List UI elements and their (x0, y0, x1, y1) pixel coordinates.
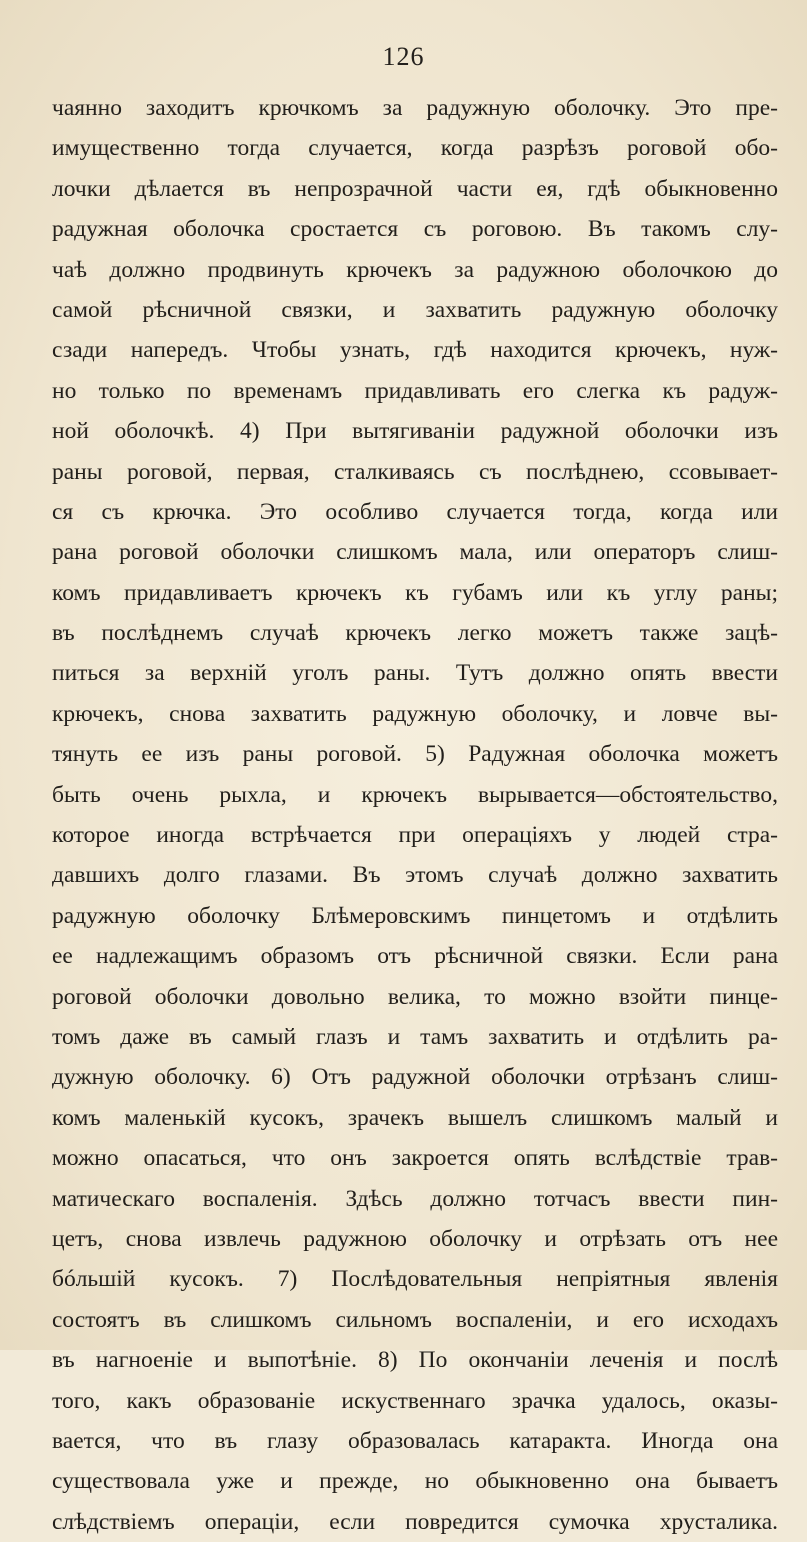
text-line: цетъ, снова извлечь радужною оболочку и отрѣзать отъ нее (52, 1225, 778, 1252)
text-line: крючекъ, снова захватить радужную оболочку, и ловче вы- (52, 700, 778, 727)
text-line: раны роговой, первая, сталкиваясь съ послѣднею, ссовывает- (52, 458, 778, 485)
text-line: ся съ крючка. Это особливо случается тогда, когда или (52, 498, 778, 525)
text-line: быть очень рыхла, и крючекъ вырывается—обстоятельство, (52, 781, 778, 808)
text-line: радужную оболочку Блѣмеровскимъ пинцетомъ и отдѣлить (52, 902, 778, 929)
text-line: которое иногда встрѣчается при операціяхъ у людей стра- (52, 822, 778, 849)
text-line: тянуть ее изъ раны роговой. 5) Радужная оболочка можетъ (52, 741, 778, 768)
text-line: радужная оболочка сростается съ роговою. Въ такомъ слу- (52, 216, 778, 243)
text-line: дужную оболочку. 6) Отъ радужной оболочки отрѣзанъ слиш- (52, 1064, 778, 1091)
page-number: 126 (382, 42, 425, 71)
body-text (52, 88, 778, 1542)
text-line: въ послѣднемъ случаѣ крючекъ легко можетъ также зацѣ- (52, 620, 778, 647)
text-line: давшихъ долго глазами. Въ этомъ случаѣ должно захватить (52, 862, 778, 889)
text-line: томъ даже въ самый глазъ и тамъ захватить и отдѣлить ра- (52, 1023, 778, 1050)
text-line: самой рѣсничной связки, и захватить радужную оболочку (52, 296, 778, 323)
text-line: но только по временамъ придавливать его слегка къ радуж- (52, 377, 778, 404)
text-line: комъ придавливаетъ крючекъ къ губамъ или къ углу раны; (52, 579, 778, 606)
text-line: питься за верхній уголъ раны. Тутъ должно опять ввести (52, 660, 778, 687)
text-line: бóльшій кусокъ. 7) Послѣдовательныя непріятныя явленія (52, 1266, 778, 1293)
text-line: существовала уже и прежде, но обыкновенно она бываетъ (52, 1468, 778, 1495)
text-line: сзади напередъ. Чтобы узнать, гдѣ находится крючекъ, нуж- (52, 337, 778, 364)
text-line: ее надлежащимъ образомъ отъ рѣсничной связки. Если рана (52, 943, 778, 970)
text-line: того, какъ образованіе искуственнаго зрачка удалось, оказы- (52, 1387, 778, 1414)
text-line: рана роговой оболочки слишкомъ мала, или операторъ слиш- (52, 539, 778, 566)
text-line: слѣдствіемъ операціи, если повредится сумочка хрусталика. (52, 1508, 778, 1535)
text-line: комъ маленькій кусокъ, зрачекъ вышелъ слишкомъ малый и (52, 1104, 778, 1131)
text-line: чаѣ должно продвинуть крючекъ за радужною оболочкою до (52, 256, 778, 283)
text-line: можно опасаться, что онъ закроется опять вслѣдствіе трав- (52, 1145, 778, 1172)
text-line: чаянно заходитъ крючкомъ за радужную оболочку. Это пре- (52, 95, 778, 121)
text-line: роговой оболочки довольно велика, то можно взойти пинце- (52, 983, 778, 1010)
text-line: въ нагноеніе и выпотѣніе. 8) По окончаніи леченія и послѣ (52, 1347, 778, 1374)
text-line: вается, что въ глазу образовалась катаракта. Иногда она (52, 1427, 778, 1454)
text-line: ной оболочкѣ. 4) При вытягиваніи радужной оболочки изъ (52, 418, 778, 445)
text-line: лочки дѣлается въ непрозрачной части ея, гдѣ обыкновенно (52, 175, 778, 202)
text-line: состоятъ въ слишкомъ сильномъ воспаленіи, и его исходахъ (52, 1306, 778, 1333)
text-line: имущественно тогда случается, когда разрѣзъ роговой обо- (52, 135, 778, 162)
text-line: матическаго воспаленія. Здѣсь должно тотчасъ ввести пин- (52, 1185, 778, 1212)
